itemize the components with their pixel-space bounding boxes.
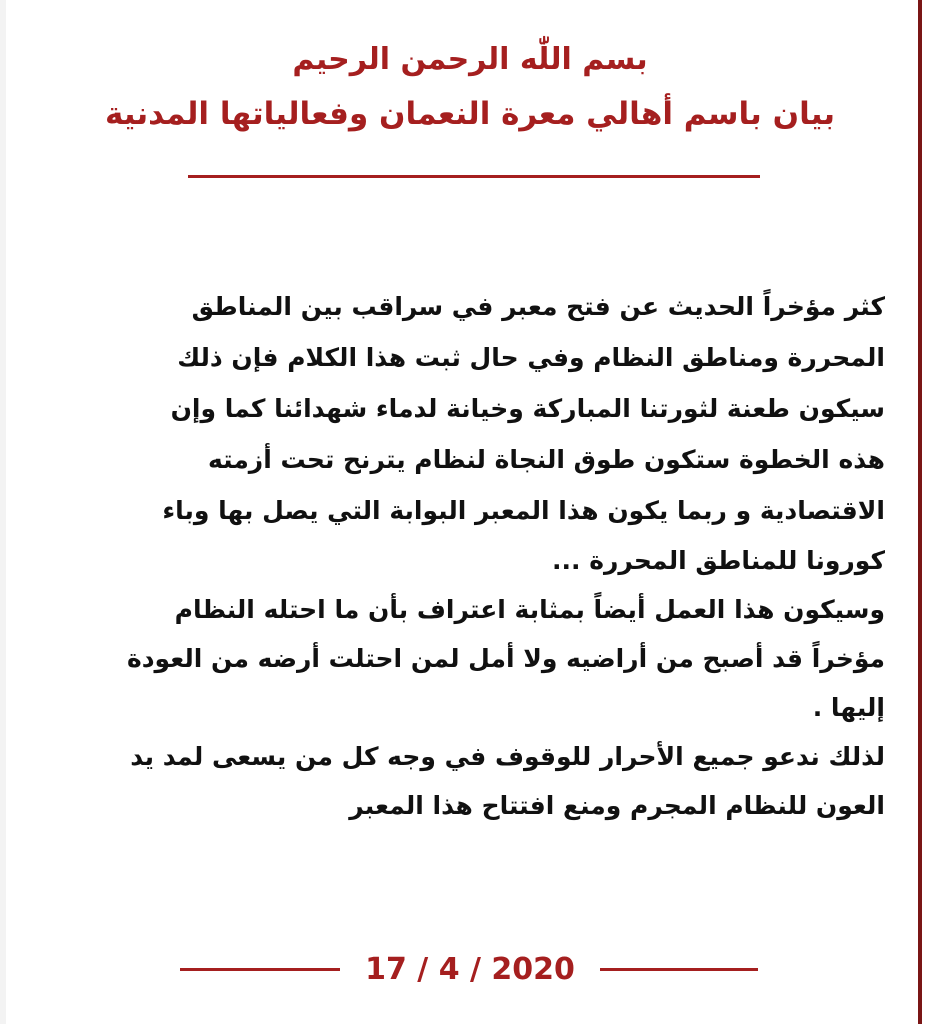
body-line: إليها . <box>812 693 885 722</box>
body-line: وسيكون هذا العمل أيضاً بمثابة اعتراف بأن ما احتله النظام <box>174 595 885 624</box>
body-line: هذه الخطوة ستكون طوق النجاة لنظام يترنح تحت أزمته <box>207 445 885 474</box>
header-divider <box>188 175 760 178</box>
date-divider-right <box>600 968 758 971</box>
body-line: العون للنظام المجرم ومنع افتتاح هذا المعبر <box>349 791 885 820</box>
body-line: الاقتصادية و ربما يكون هذا المعبر البوابة التي يصل بها وباء <box>162 496 885 525</box>
body-line: المحررة ومناطق النظام وفي حال ثبت هذا الكلام فإن ذلك <box>177 343 885 372</box>
basmala-heading: بسم اللّٰه الرحمن الرحيم <box>292 42 648 77</box>
statement-title: بيان باسم أهالي معرة النعمان وفعالياتها المدنية <box>105 96 835 132</box>
statement-body <box>40 281 885 830</box>
statement-date: 17 / 4 / 2020 <box>365 952 575 987</box>
body-line: سيكون طعنة لثورتنا المباركة وخيانة لدماء شهدائنا كما وإن <box>170 394 885 423</box>
date-divider-left <box>180 968 340 971</box>
body-line: كثر مؤخراً الحديث عن فتح معبر في سراقب بين المناطق <box>191 292 885 321</box>
left-edge <box>0 0 6 1024</box>
body-line: مؤخراً قد أصبح من أراضيه ولا أمل لمن احتلت أرضه من العودة <box>126 644 885 673</box>
right-margin <box>922 0 951 1024</box>
body-line: لذلك ندعو جميع الأحرار للوقوف في وجه كل من يسعى لمد يد <box>130 742 885 771</box>
body-line: كورونا للمناطق المحررة ... <box>552 546 885 575</box>
